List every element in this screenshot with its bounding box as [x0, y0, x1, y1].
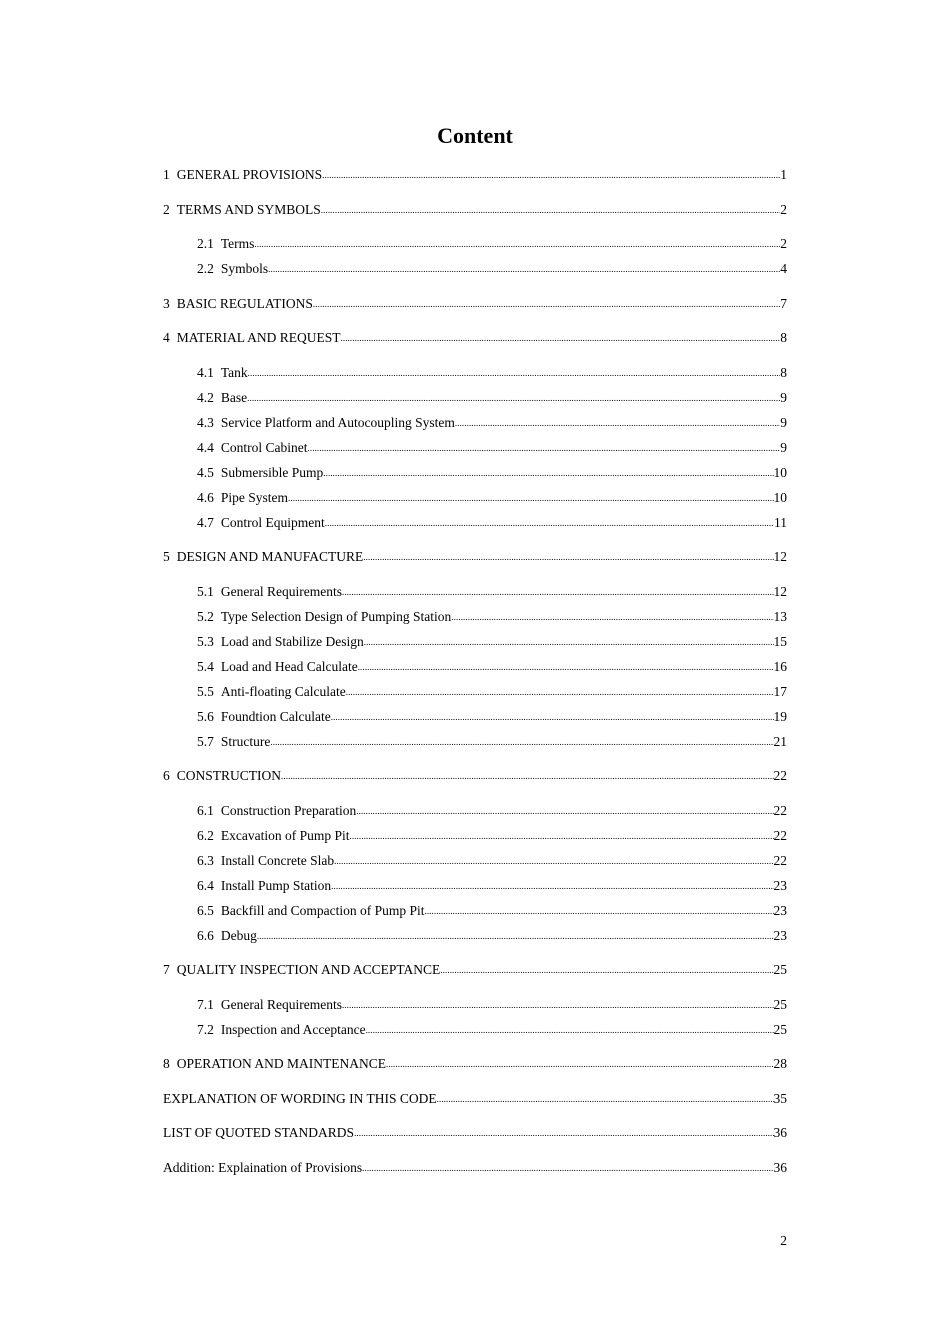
- toc-entry-page: 9: [780, 439, 787, 455]
- toc-entry-page: 12: [773, 583, 787, 599]
- toc-entry[interactable]: [163, 197, 787, 222]
- toc-entry-number: 4.6: [197, 489, 214, 505]
- toc-entry-label: Structure: [220, 733, 271, 749]
- toc-entry-label: Excavation of Pump Pit: [220, 827, 350, 843]
- dot-leader: [322, 163, 780, 188]
- dot-leader: [288, 486, 773, 511]
- toc-entry-label: OPERATION AND MAINTENANCE: [176, 1056, 386, 1071]
- toc-entry-label: Control Equipment: [220, 514, 325, 530]
- toc-entry-number: 5.5: [197, 683, 214, 699]
- toc-entry[interactable]: [163, 162, 787, 187]
- toc-entry-label: Service Platform and Autocoupling System: [220, 414, 455, 430]
- toc-entry-label: General Requirements: [220, 583, 342, 599]
- toc-entry-label: Pipe System: [220, 489, 289, 505]
- toc-entry[interactable]: [163, 325, 787, 350]
- dot-leader: [321, 198, 780, 223]
- dot-leader: [350, 824, 774, 849]
- toc-entry-page: 16: [773, 658, 787, 674]
- toc-entry-number: 6: [163, 768, 170, 783]
- toc-entry-label: GENERAL PROVISIONS: [176, 167, 323, 182]
- toc-entry-label: Type Selection Design of Pumping Station: [220, 608, 452, 624]
- toc-entry-page: 8: [780, 364, 787, 380]
- toc-subentry[interactable]: [163, 385, 787, 410]
- dot-leader: [341, 326, 781, 351]
- toc-entry[interactable]: [163, 291, 787, 316]
- toc-entry-number: 4.3: [197, 414, 214, 430]
- toc-entry-number: 7.1: [197, 996, 214, 1012]
- toc-entry-page: 2: [780, 201, 787, 217]
- toc-entry[interactable]: [163, 957, 787, 982]
- toc-entry-number: 6.3: [197, 852, 214, 868]
- dot-leader: [331, 874, 773, 899]
- toc-subentry[interactable]: [163, 823, 787, 848]
- toc-subentry[interactable]: [163, 704, 787, 729]
- toc-entry-number: 4.2: [197, 389, 214, 405]
- dot-leader: [342, 580, 774, 605]
- toc-entry-label: LIST OF QUOTED STANDARDS: [163, 1125, 355, 1140]
- toc-subentry[interactable]: [163, 256, 787, 281]
- toc-entry-label: Inspection and Acceptance: [220, 1021, 366, 1037]
- toc-subentry[interactable]: [163, 923, 787, 948]
- toc-entry-label: Submersible Pump: [220, 464, 324, 480]
- page-number: 2: [780, 1233, 787, 1248]
- toc-entry-number: 6.2: [197, 827, 214, 843]
- toc-subentry[interactable]: [163, 654, 787, 679]
- toc-entry-label: Tank: [220, 364, 248, 380]
- toc-entry-page: 25: [773, 962, 787, 977]
- toc-subentry[interactable]: [163, 1017, 787, 1042]
- toc-entry-number: 2: [163, 201, 170, 217]
- toc-entry-label: QUALITY INSPECTION AND ACCEPTANCE: [176, 962, 441, 977]
- dot-leader: [313, 292, 780, 317]
- toc-entry-page: 4: [780, 261, 787, 276]
- dot-leader: [354, 1121, 773, 1146]
- toc-entry-number: 8: [163, 1056, 170, 1071]
- toc-entry-number: 4: [163, 330, 170, 345]
- toc-entry-page: 1: [780, 167, 787, 182]
- toc-subentry[interactable]: [163, 679, 787, 704]
- toc-entry-page: 9: [780, 389, 787, 405]
- dot-leader: [342, 993, 774, 1018]
- toc-entry-label: Control Cabinet: [220, 439, 308, 455]
- dot-leader: [451, 605, 773, 630]
- toc-entry-page: 10: [773, 489, 787, 505]
- toc-subentry[interactable]: [163, 360, 787, 385]
- toc-entry-number: 3: [163, 295, 170, 311]
- toc-entry-label: Terms: [220, 236, 255, 251]
- toc-entry[interactable]: [163, 763, 787, 788]
- dot-leader: [268, 257, 780, 282]
- dot-leader: [247, 386, 780, 411]
- dot-leader: [362, 1156, 773, 1181]
- toc-entry-page: 19: [773, 708, 787, 724]
- dot-leader: [325, 511, 774, 536]
- dot-leader: [270, 730, 773, 755]
- dot-leader: [331, 705, 774, 730]
- toc-entry-page: 23: [773, 927, 787, 943]
- toc-entry-label: CONSTRUCTION: [176, 768, 282, 783]
- toc-subentry[interactable]: [163, 485, 787, 510]
- toc-entry-page: 10: [773, 464, 787, 480]
- toc-entry-label: Foundtion Calculate: [220, 708, 331, 724]
- toc-entry-number: 5.1: [197, 583, 214, 599]
- toc-subentry[interactable]: [163, 231, 787, 256]
- toc-subentry[interactable]: [163, 510, 787, 535]
- toc-entry-number: 1: [163, 167, 170, 182]
- toc-entry-number: 7.2: [197, 1021, 214, 1037]
- toc-entry[interactable]: [163, 1051, 787, 1076]
- toc-subentry[interactable]: [163, 798, 787, 823]
- toc-entry-number: 5.2: [197, 608, 214, 624]
- toc-entry-label: BASIC REGULATIONS: [176, 295, 313, 311]
- table-of-contents: [163, 162, 787, 1180]
- toc-entry-label: DESIGN AND MANUFACTURE: [176, 549, 364, 564]
- toc-subentry[interactable]: [163, 873, 787, 898]
- dot-leader: [248, 361, 781, 386]
- toc-subentry[interactable]: [163, 992, 787, 1017]
- toc-entry-page: 22: [773, 827, 787, 843]
- toc-subentry[interactable]: [163, 898, 787, 923]
- toc-entry-number: 2.1: [197, 236, 214, 251]
- toc-entry-label: Load and Stabilize Design: [220, 633, 364, 649]
- toc-entry-page: 7: [780, 295, 787, 311]
- toc-entry-label: Debug: [220, 927, 257, 943]
- toc-entry-label: Backfill and Compaction of Pump Pit: [220, 902, 425, 918]
- toc-entry-label: EXPLANATION OF WORDING IN THIS CODE: [163, 1090, 437, 1106]
- toc-entry-number: 6.4: [197, 877, 214, 893]
- toc-entry-number: 4.4: [197, 439, 214, 455]
- toc-subentry[interactable]: [163, 848, 787, 873]
- dot-leader: [424, 899, 773, 924]
- dot-leader: [254, 232, 780, 257]
- toc-entry-page: 23: [773, 877, 787, 893]
- toc-entry-label: General Requirements: [220, 996, 342, 1012]
- dot-leader: [308, 436, 781, 461]
- toc-entry-page: 17: [773, 683, 787, 699]
- toc-entry-label: Install Pump Station: [220, 877, 332, 893]
- toc-subentry[interactable]: [163, 629, 787, 654]
- toc-entry-number: 5.3: [197, 633, 214, 649]
- dot-leader: [356, 799, 773, 824]
- dot-leader: [334, 849, 773, 874]
- toc-entry-number: 4.7: [197, 514, 214, 530]
- toc-entry-number: 6.1: [197, 802, 214, 818]
- toc-entry-label: TERMS AND SYMBOLS: [176, 201, 321, 217]
- toc-entry-label: Base: [220, 389, 248, 405]
- toc-entry-page: 21: [773, 733, 787, 749]
- toc-entry-page: 11: [774, 514, 787, 530]
- dot-leader: [323, 461, 773, 486]
- dot-leader: [440, 958, 773, 983]
- toc-entry-number: 5.6: [197, 708, 214, 724]
- toc-entry[interactable]: [163, 544, 787, 569]
- toc-entry-number: 5.7: [197, 733, 214, 749]
- toc-entry-page: 28: [773, 1056, 787, 1071]
- toc-entry-label: Anti-floating Calculate: [220, 683, 346, 699]
- toc-entry-page: 22: [773, 852, 787, 868]
- toc-entry-number: 5.4: [197, 658, 214, 674]
- toc-subentry[interactable]: [163, 604, 787, 629]
- dot-leader: [257, 924, 774, 949]
- dot-leader: [281, 764, 773, 789]
- toc-entry-label: Construction Preparation: [220, 802, 357, 818]
- toc-entry-label: Load and Head Calculate: [220, 658, 358, 674]
- toc-entry-page: 25: [773, 996, 787, 1012]
- dot-leader: [363, 545, 773, 570]
- toc-entry-number: 6.5: [197, 902, 214, 918]
- toc-subentry[interactable]: [163, 410, 787, 435]
- toc-entry-page: 9: [780, 414, 787, 430]
- toc-entry-number: 5: [163, 549, 170, 564]
- toc-entry-page: 36: [773, 1159, 787, 1175]
- dot-leader: [366, 1018, 774, 1043]
- toc-entry-number: 4.1: [197, 364, 214, 380]
- toc-entry-label: Install Concrete Slab: [220, 852, 335, 868]
- dot-leader: [437, 1087, 774, 1112]
- dot-leader: [346, 680, 774, 705]
- toc-entry[interactable]: [163, 1120, 787, 1145]
- toc-entry-label: Symbols: [220, 261, 269, 276]
- toc-entry-page: 25: [773, 1021, 787, 1037]
- toc-entry-page: 22: [773, 802, 787, 818]
- toc-entry-label: Addition: Explaination of Provisions: [163, 1159, 363, 1175]
- toc-entry-page: 35: [773, 1090, 787, 1106]
- toc-entry-page: 22: [773, 768, 787, 783]
- toc-entry-number: 4.5: [197, 464, 214, 480]
- dot-leader: [364, 630, 774, 655]
- toc-entry-number: 7: [163, 962, 170, 977]
- toc-subentry[interactable]: [163, 460, 787, 485]
- toc-entry-page: 13: [773, 608, 787, 624]
- toc-entry[interactable]: [163, 1086, 787, 1111]
- toc-entry-label: MATERIAL AND REQUEST: [176, 330, 341, 345]
- toc-entry-page: 8: [780, 330, 787, 345]
- dot-leader: [386, 1052, 774, 1077]
- toc-entry-page: 12: [773, 549, 787, 564]
- toc-entry-page: 2: [780, 236, 787, 251]
- toc-subentry[interactable]: [163, 435, 787, 460]
- toc-entry[interactable]: [163, 1155, 787, 1180]
- dot-leader: [455, 411, 780, 436]
- toc-subentry[interactable]: [163, 579, 787, 604]
- page-title: Content: [437, 123, 513, 148]
- toc-entry-number: 2.2: [197, 261, 214, 276]
- dot-leader: [358, 655, 774, 680]
- toc-entry-number: 6.6: [197, 927, 214, 943]
- toc-entry-page: 15: [773, 633, 787, 649]
- toc-entry-page: 23: [773, 902, 787, 918]
- toc-subentry[interactable]: [163, 729, 787, 754]
- toc-entry-page: 36: [773, 1125, 787, 1140]
